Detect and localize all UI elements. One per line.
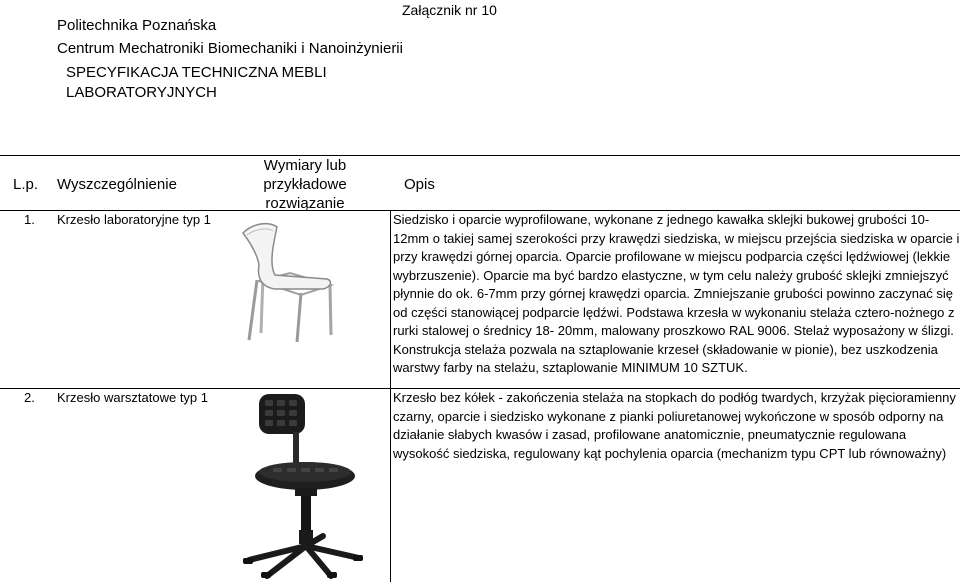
row1-desc-line: 12mm o takiej samej szerokości przy krawędzi siedziska, w miejscu przejścia siedziska w oparcie i xyxy=(393,230,960,246)
row2-desc-line: wysokość siedziska, regulowany kąt pochylenia oparcia (mechanizm typu CPT lub równoważny) xyxy=(393,445,947,461)
col-desc-divider xyxy=(390,210,391,582)
header-dims-line2: przykładowe xyxy=(263,176,347,193)
header-lp: L.p. xyxy=(13,176,39,193)
header-dims-line1: Wymiary lub xyxy=(263,157,347,174)
row1-desc-line: warstwy farby na stelażu, sztaplowanie MINIMUM 10 SZTUK. xyxy=(393,360,748,375)
workshop-chair-image xyxy=(235,390,365,580)
row2-description xyxy=(393,389,960,463)
table-top-border xyxy=(0,155,960,156)
header-desc: Opis xyxy=(404,176,435,193)
spec-title-line1: SPECYFIKACJA TECHNICZNA MEBLI xyxy=(66,64,327,81)
row1-desc-line: Konstrukcja stelaża pozwala na sztaplowanie krzeseł (składowanie w pionie), bez uszkodzenia xyxy=(393,341,938,357)
header-dims-line3: rozwiązanie xyxy=(265,195,345,212)
row2-desc-line: Krzesło bez kółek - zakończenia stelaża na stopkach do podłóg twardych, krzyżak pięcioramienny xyxy=(393,390,956,405)
row1-desc-line: rurki stalowej o średnicy 18- 20mm, malowany proszkowo RAL 9006. Stelaż wyposażony w ślizgi. xyxy=(393,323,954,338)
row2-name: Krzesło warsztatowe typ 1 xyxy=(57,390,209,405)
spec-title-line2: LABORATORYJNYCH xyxy=(66,84,217,101)
annex-label: Załącznik nr 10 xyxy=(402,2,497,18)
institution-name: Politechnika Poznańska xyxy=(57,17,217,34)
header-dims xyxy=(240,156,370,213)
row2-desc-line: czarny, oparcie i siedzisko wykonane z pianki poliuretanowej wykończone w sposób odporny na xyxy=(393,408,944,424)
row1-desc-line: przy krawędzi górnej oparcia. Oparcie profilowane w miejscu podparcia części lędźwiowej (lekkie xyxy=(393,249,951,264)
row1-desc-line: wybrzuszenie). Oparcie ma być bardzo elastyczne, w tym celu należy grubość sklejki zmniejszyć xyxy=(393,267,949,283)
institution-unit: Centrum Mechatroniki Biomechaniki i Nanoinżynierii xyxy=(57,40,403,57)
row1-desc-line: Siedzisko i oparcie wyprofilowane, wykonane z jednego kawałka sklejki bukowej grubości 10- xyxy=(393,212,930,227)
row2-lp: 2. xyxy=(24,390,35,405)
row1-lp: 1. xyxy=(24,212,35,227)
row1-name: Krzesło laboratoryjne typ 1 xyxy=(57,212,211,227)
row1-desc-line: płynnie do ok. 6-7mm przy górnej krawędzi oparcia. Zmniejszanie grubości powinno zaczynać się xyxy=(393,286,953,301)
stacking-chair-image xyxy=(235,215,350,350)
row1-desc-line: od części stanowiącej podparcie lędźwi. Podstawa krzesła w wykonaniu stelaża cztero-nożnego z xyxy=(393,304,955,320)
row2-desc-line: działanie słabych kwasów i zasad, profilowane anatomicznie, pneumatycznie regulowana xyxy=(393,427,907,442)
header-item: Wyszczególnienie xyxy=(57,176,177,193)
row1-description xyxy=(393,211,960,378)
